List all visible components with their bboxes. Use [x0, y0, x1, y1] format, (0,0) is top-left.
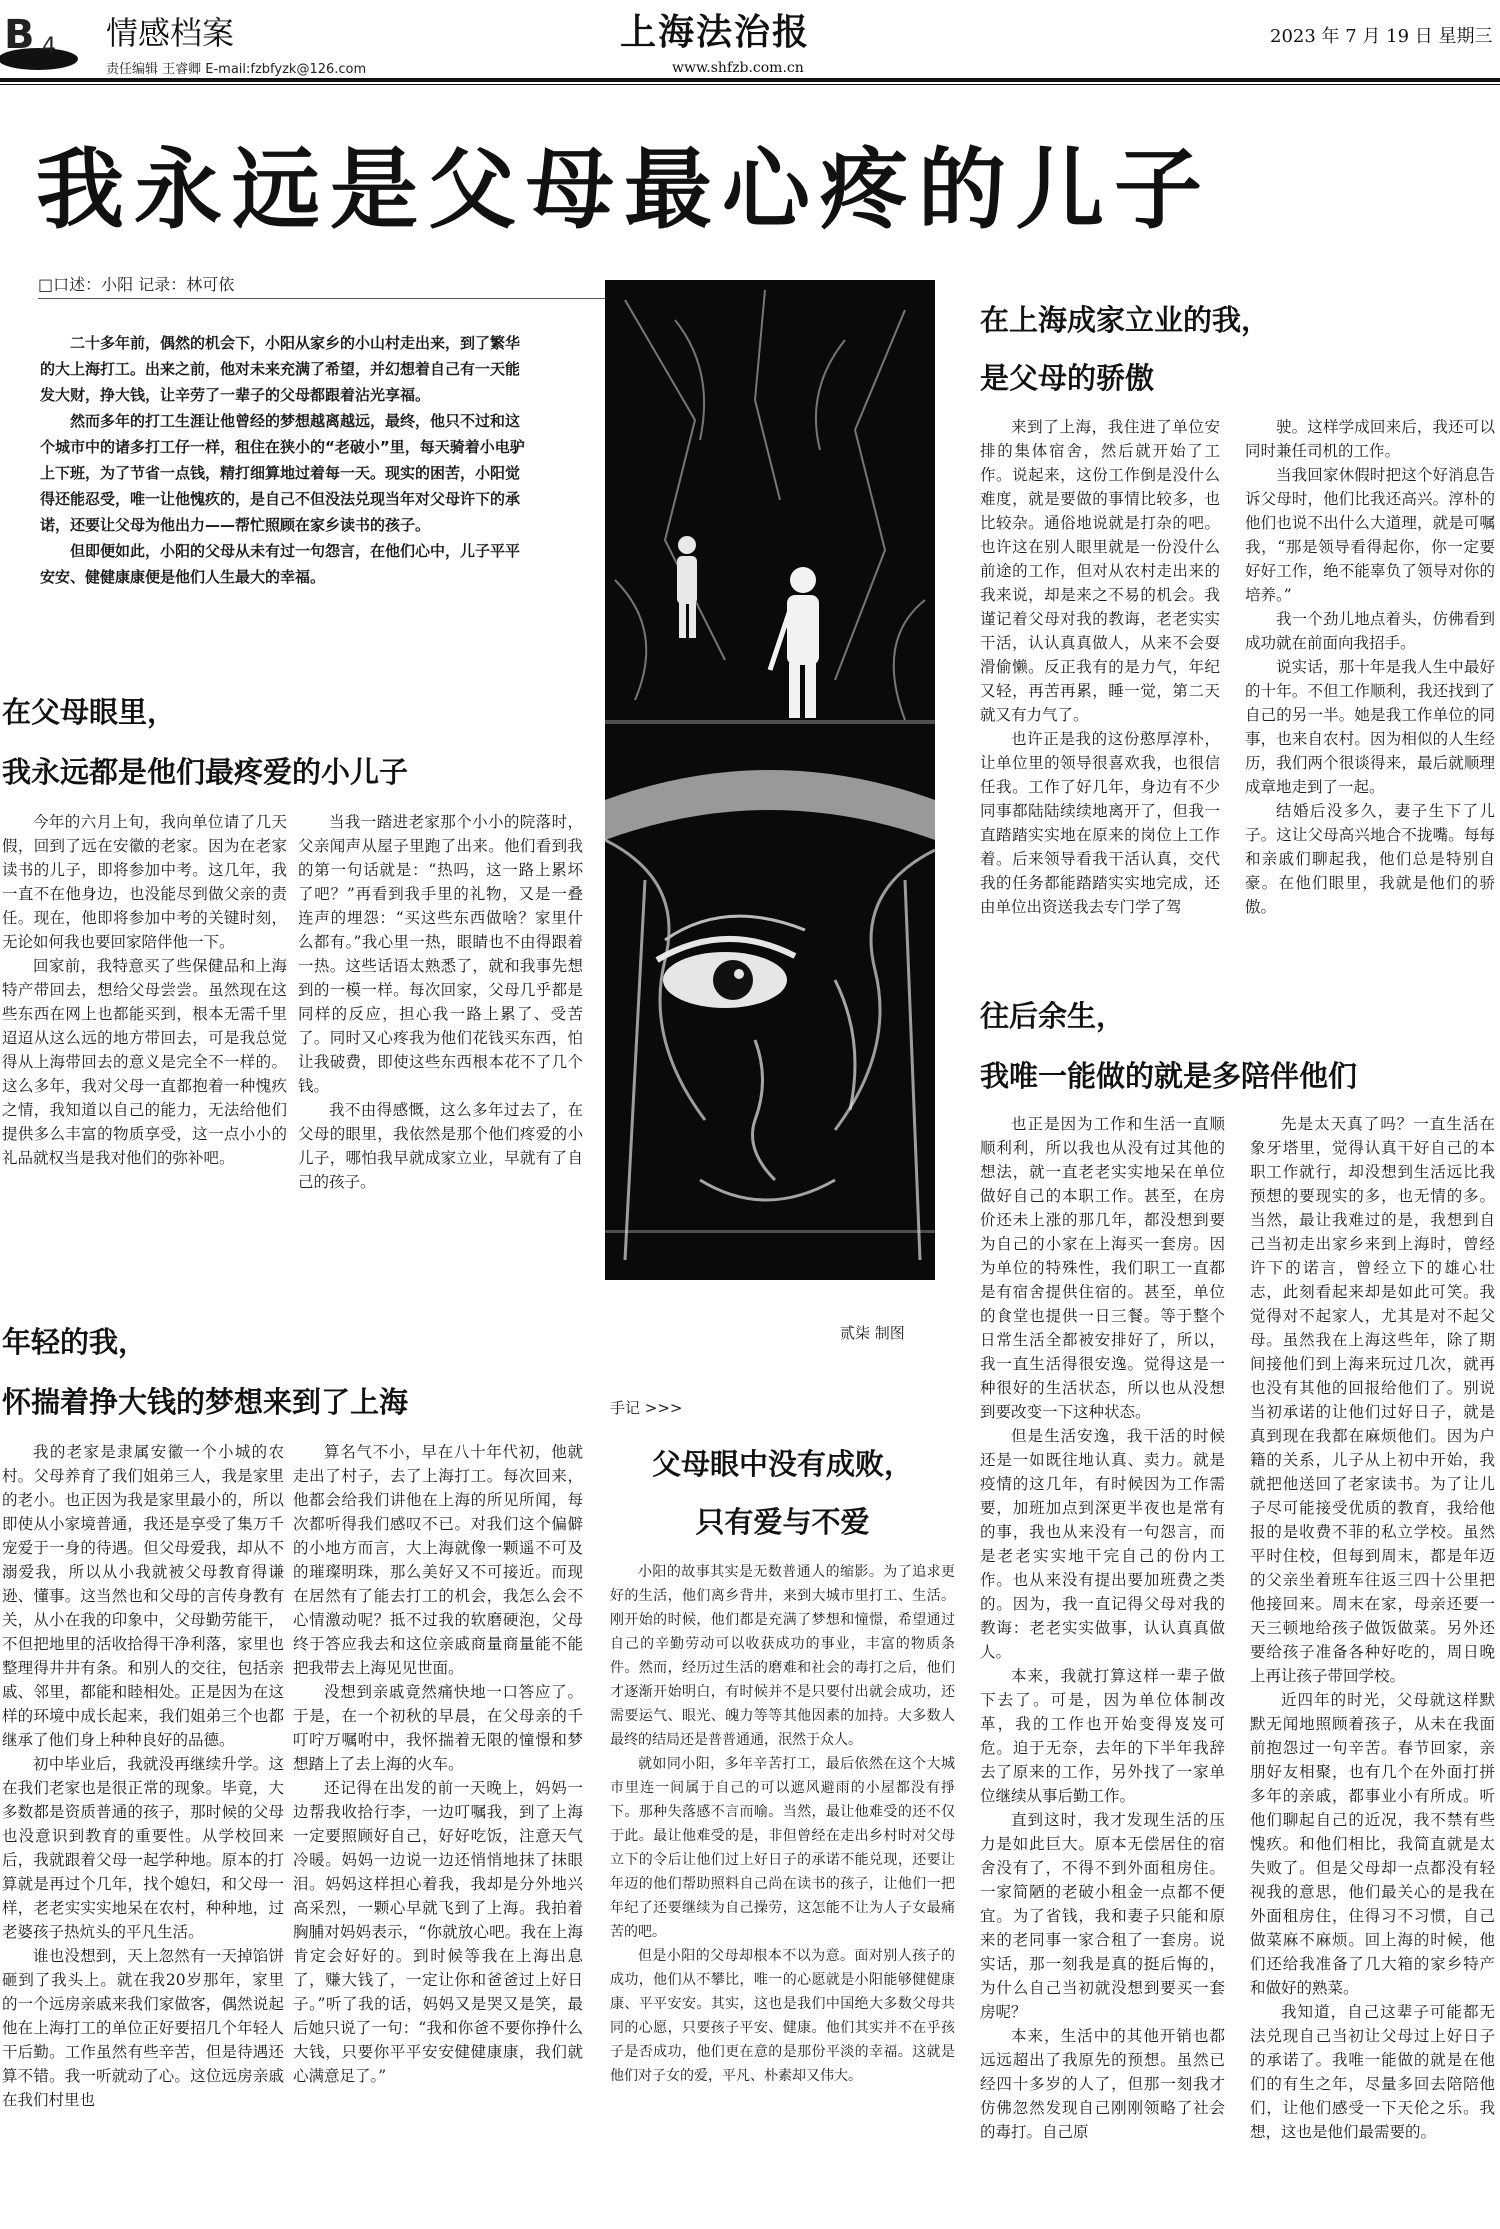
- body-paragraph: 我不由得感慨，这么多年过去了，在父母的眼里，我依然是那个他们疼爱的小儿子，哪怕我早就成家立业，早就有了自己的孩子。: [298, 1101, 583, 1191]
- illustration-artwork: [605, 280, 935, 1280]
- section2-column-b: [293, 1440, 583, 2225]
- intro-paragraph: 但即便如此，小阳的父母从未有过一句怨言，在他们心中，儿子平平安安、健健康康便是他们人生最大的幸福。: [40, 542, 521, 586]
- body-paragraph: 回家前，我特意买了些保健品和上海特产带回去，想给父母尝尝。虽然现在这些东西在网上也都能买到，根本无需千里迢迢从这么远的地方带回去，可是我总觉得从上海带回去的意义是完全不一样的。这么多年，我对父母一直都抱着一种愧疚之情，我知道以自己的能力，无法给他们提供多么丰富的物质享受，这一点小小的礼品就权当是我对他们的弥补吧。: [2, 957, 287, 1167]
- site-url: www.shfzb.com.cn: [672, 60, 804, 76]
- body-paragraph: 今年的六月上旬，我向单位请了几天假，回到了远在安徽的老家。因为在老家读书的儿子，即将参加中考。这几年，我一直不在他身边，也没能尽到做父亲的责任。现在，他即将参加中考的关键时刻，无论如何我也要回家陪伴他一下。: [2, 813, 287, 951]
- page-number-badge: [4, 12, 66, 62]
- section3-title-line2: 是父母的骄傲: [980, 361, 1155, 395]
- body-paragraph: 算名气不小，早在八十年代初，他就走出了村子，去了上海打工。每次回来，他都会给我们讲他在上海的所见所闻，每次都听得我们感叹不已。对我们这个偏僻的小地方而言，大上海就像一颗遥不可及的璀璨明珠，那么美好又不可接近。而现在居然有了能去打工的机会，我怎么会不心情激动呢？抵不过我的软磨硬泡，父母终于答应我去和这位亲戚商量商量能不能把我带去上海见见世面。: [293, 1443, 583, 1677]
- issue-date: 2023 年 7 月 19 日 星期三: [1270, 26, 1493, 47]
- body-paragraph: 驶。这样学成回来后，我还可以同时兼任司机的工作。: [1245, 418, 1495, 460]
- body-paragraph: 当我回家休假时把这个好消息告诉父母时，他们比我还高兴。淳朴的他们也说不出什么大道理，就是可嘱我，“那是领导看得起你，你一定要好好工作，绝不能辜负了领导对你的培养。”: [1245, 466, 1495, 604]
- body-paragraph: 本来，我就打算这样一辈子做下去了。可是，因为单位体制改革，我的工作也开始变得岌岌可危。迫于无奈，去年的下半年我辞去了原来的工作，另外找了一家单位继续从事后勤工作。: [980, 1667, 1225, 1805]
- section4-title-line1: 往后余生，: [980, 999, 1126, 1033]
- note-paragraph: 就如同小阳，多年辛苦打工，最后依然在这个大城市里连一间属于自己的可以遮风避雨的小屋都没有掙下。那种失落感不言而喻。当然，最让他难受的还不仅于此。最让他难受的是，非但曾经在走出乡村时对父母立下的令后让他们过上好日子的承诺不能兑现，还要让年迈的他们帮助照料自己尚在读书的孩子，让他们一把年纪了还要继续为自己操劳，这怎能不让为人子女最痛苦的吧。: [610, 1756, 955, 1940]
- artwork-credit: 贰柒 制图: [840, 1324, 905, 1342]
- section1-title-line1: 在父母眼里，: [2, 695, 177, 729]
- body-paragraph: 也许正是我的这份憨厚淳朴，让单位里的领导很喜欢我，也很信任我。工作了好几年，身边有不少同事都陆陆续续地离开了，但我一直踏踏实实地在原来的岗位上工作着。后来领导看我干活认真，交代我的任务都能踏踏实实地完成，还由单位出资送我去专门学了驾: [980, 730, 1220, 916]
- editor-contact: 责任编辑 王睿卿 E-mail:fzbfyzk@126.com: [106, 62, 367, 77]
- byline-divider: [38, 298, 608, 299]
- section1-column-b: [298, 810, 583, 1260]
- body-paragraph: 说实话，那十年是我人生中最好的十年。不但工作顺利，我还找到了自己的另一半。她是我工作单位的同事，也来自农村。因为相似的人生经历，我们两个很谈得来，最后就顺理成章地走到了一起。: [1245, 658, 1495, 796]
- newspaper-masthead: 上海法治报: [620, 11, 811, 53]
- body-paragraph: 没想到亲戚竟然痛快地一口答应了。于是，在一个初秋的早晨，在父母亲的千叮咛万嘱咐中，我怀揣着无限的憧憬和梦想踏上了去上海的火车。: [293, 1683, 583, 1773]
- section3-column-b: [1245, 415, 1495, 975]
- article-headline: 我永远是父母最心疼的儿子: [36, 138, 1213, 241]
- page-number: 4: [42, 34, 56, 59]
- body-paragraph: 我的老家是隶属安徽一个小城的农村。父母养育了我们姐弟三人，我是家里的老小。也正因为我是家里最小的，所以即使从小家境普通，我还是享受了集万千宠爱于一身的待遇。但父母爱我，却从不溺爱我，所以从小我就被父母教育得谦逊、懂事。这当然也和父母的言传身教有关，从小在我的印象中，父母勤劳能干，不但把地里的活收拾得干净利落，家里也整理得井井有条。和别人的交往，包括亲戚、邻里，都能和睦相处。正是因为在这样的环境中成长起来，我们姐弟三个也都继承了他们身上种种良好的品德。: [2, 1443, 284, 1749]
- body-paragraph: 直到这时，我才发现生活的压力是如此巨大。原本无偿居住的宿舍没有了，不得不到外面租房住。一家简陋的老破小租金一点都不便宜。为了省钱，我和妻子只能和原来的老同事一家合租了一套房。说实话，那一刻我是真的挺后悔的，为什么自己当初就没想到要买一套房呢？: [980, 1811, 1225, 2021]
- note-body: [610, 1560, 955, 2220]
- body-paragraph: 先是太天真了吗？一直生活在象牙塔里，觉得认真干好自己的本职工作就行，却没想到生活远比我预想的要现实的多，也无情的多。当然，最让我难过的是，我想到自己当初走出家乡来到上海时，曾经许下的诺言，曾经立下的雄心壮志，此刻看起来却是如此可笑。我觉得对不起家人，尤其是对不起父母。虽然我在上海这些年，除了期间接他们到上海来玩过几次，就再也没有其他的回报给他们了。别说当初承诺的让他们过好日子，就是真到现在我都在麻烦他们。因为户籍的关系，儿子从上初中开始，我就把他送回了老家读书。为了让儿子尽可能接受优质的教育，我给他报的是收费不菲的私立学校。虽然平时住校，但每到周末，都是年迈的父亲坐着班车往返三四十公里把他接回来。周末在家，母亲还要一天三顿地给孩子做饭做菜。另外还要给孩子准备各种好吃的，周日晚上再让孩子带回学校。: [1250, 1115, 1495, 1685]
- page-letter: B: [4, 12, 35, 58]
- body-paragraph: 还记得在出发的前一天晚上，妈妈一边帮我收拾行李，一边叮嘱我，到了上海一定要照顾好自己，好好吃饭，注意天气冷暖。妈妈一边说一边还悄悄地抹了抹眼泪。妈妈这样担心着我，我却是分外地兴高采烈，一颗心早就飞到了上海。我拍着胸脯对妈妈表示，“你就放心吧。我在上海肯定会好好的。到时候等我在上海出息了，赚大钱了，一定让你和爸爸过上好日子。”听了我的话，妈妈又是哭又是笑，最后她只说了一句：“我和你爸不要你挣什么大钱，只要你平平安安健健康康，我们就心满意足了。”: [293, 1779, 583, 2085]
- section4-column-a: [980, 1112, 1225, 2222]
- body-paragraph: 也正是因为工作和生活一直顺顺利利，所以我也从没有过其他的想法，就一直老老实实地呆在单位做好自己的本职工作。甚至，在房价还未上涨的那几年，都没想到要为自己的小家在上海买一套房。因为单位的特殊性，我们职工一直都是有宿舍提供住宿的。甚至，单位的食堂也提供一日三餐。等于整个日常生活全都被安排好了，所以，我一直生活得很安逸。觉得这是一种很好的生活状态，所以也从没想到要改变一下这种状态。: [980, 1115, 1225, 1421]
- note-label: 手记 >>>: [610, 1399, 683, 1417]
- body-paragraph: 近四年的时光，父母就这样默默无闻地照顾着孩子，从未在我面前抱怨过一句辛苦。春节回家，亲朋好友相聚，也有几个在外面打拼多年的亲戚，都事业小有所成。听他们聊起自己的近况，我不禁有些愧疚。和他们相比，我简直就是太失败了。但是父母却一点都没有轻视我的意思，他们最关心的是我在外面租房住，住得习不习惯，自己做菜麻不麻烦。回上海的时候，他们还给我准备了几大箱的家乡特产和做好的熟菜。: [1250, 1691, 1495, 1997]
- woodcut-illustration: [605, 280, 935, 1280]
- section1-title-line2: 我永远都是他们最疼爱的小儿子: [2, 755, 409, 789]
- note-paragraph: 小阳的故事其实是无数普通人的缩影。为了追求更好的生活，他们离乡背井，来到大城市里打工、生活。刚开始的时候，他们都是充满了梦想和憧憬，希望通过自己的辛勤劳动可以收获成功的事业，丰富的物质条件。然而，经历过生活的磨难和社会的毒打之后，他们才逐渐开始明白，有时候并不是只要付出就会成功，还需要运气、眼光、魄力等等其他因素的加持。大多数人最终的结局还是普普通通，泯然于众人。: [610, 1564, 955, 1748]
- body-paragraph: 来到了上海，我住进了单位安排的集体宿舍，然后就开始了工作。说起来，这份工作倒是没什么难度，就是要做的事情比较多，也比较杂。通俗地说就是打杂的吧。也许这在别人眼里就是一份没什么前途的工作，但对从农村走出来的我来说，却是来之不易的机会。我谨记着父母对我的教诲，老老实实干活，认认真真做人，从来不会耍滑偷懒。反正我有的是力气，年纪又轻，再苦再累，睡一觉，第二天就又有力气了。: [980, 418, 1220, 724]
- intro-paragraph: 然而多年的打工生涯让他曾经的梦想越离越远，最终，他只不过和这个城市中的诸多打工仔一样，租住在狭小的“老破小”里，每天骑着小电驴上下班，为了节省一点钱，精打细算地过着每一天。现实的困苦，小阳觉得还能忍受，唯一让他愧疚的，是自己不但没法兑现当年对父母许下的承诺，还要让父母为他出力——帮忙照顾在家乡读书的孩子。: [40, 412, 525, 534]
- body-paragraph: 结婚后没多久，妻子生下了儿子。这让父母高兴地合不拢嘴。每每和亲戚们聊起我，他们总是特别自豪。在他们眼里，我就是他们的骄傲。: [1245, 802, 1495, 916]
- section3-title-line1: 在上海成家立业的我，: [980, 303, 1271, 337]
- section3-column-a: [980, 415, 1220, 975]
- header-rule: [0, 78, 1500, 82]
- intro-paragraph: 二十多年前，偶然的机会下，小阳从家乡的小山村走出来，到了繁华的大上海打工。出来之前，他对未来充满了希望，并幻想着自己有一天能发大财，挣大钱，让辛劳了一辈子的父母都跟着沾光享福。: [40, 334, 521, 404]
- note-title-line1: 父母眼中没有成败，: [651, 1447, 913, 1481]
- section2-title-line2: 怀揣着挣大钱的梦想来到了上海: [2, 1385, 409, 1419]
- section4-column-b: [1250, 1112, 1495, 2222]
- body-paragraph: 当我一踏进老家那个小小的院落时，父亲闻声从屋子里跑了出来。他们看到我的第一句话就是：“热吗，这一路上累坏了吧？”再看到我手里的礼物，又是一叠连声的埋怨：“买这些东西做啥？家里什么都有。”我心里一热，眼睛也不由得跟着一热。这些话语太熟悉了，就和我事先想到的一模一样。每次回家，父母几乎都是同样的反应，担心我一路上累了、受苦了。同时又心疼我为他们花钱买东西，怕让我破费，即使这些东西根本花不了几个钱。: [298, 813, 583, 1095]
- section-name: 情感档案: [106, 14, 235, 52]
- section4-title-line2: 我唯一能做的就是多陪伴他们: [980, 1059, 1358, 1093]
- header-rule-thin: [0, 84, 1500, 85]
- note-paragraph: 但是小阳的父母却根本不以为意。面对别人孩子的成功，他们从不攀比，唯一的心愿就是小阳能够健健康康、平平安安。其实，这也是我们中国绝大多数父母共同的心愿，只要孩子平安、健康。他们其实并不在乎孩子是否成功，他们更在意的是那份平淡的幸福。这就是他们对子女的爱，平凡、朴素却又伟大。: [610, 1948, 955, 2084]
- body-paragraph: 谁也没想到，天上忽然有一天掉馅饼砸到了我头上。就在我20岁那年，家里的一个远房亲戚来我们家做客，偶然说起他在上海打工的单位正好要招几个年轻人干后勤。工作虽然有些辛苦，但是待遇还算不错。我一听就动了心。这位远房亲戚在我们村里也: [2, 1947, 284, 2109]
- section1-column-a: [2, 810, 287, 1260]
- article-byline: □口述：小阳 记录：林可依: [38, 275, 235, 294]
- body-paragraph: 本来，生活中的其他开销也都远远超出了我原先的预想。虽然已经四十多岁的人了，但那一刻我才仿佛忽然发现自己刚刚领略了社会的毒打。自己原: [980, 2027, 1225, 2141]
- body-paragraph: 我知道，自己这辈子可能都无法兑现自己当初让父母过上好日子的承诺了。我唯一能做的就是在他们的有生之年，尽量多回去陪陪他们，让他们感受一下天伦之乐。我想，这也是他们最需要的。: [1250, 2003, 1495, 2141]
- article-intro: [40, 330, 530, 590]
- body-paragraph: 我一个劲儿地点着头，仿佛看到成功就在前面向我招手。: [1245, 610, 1495, 652]
- note-title-line2: 只有爱与不爱: [695, 1505, 870, 1539]
- body-paragraph: 初中毕业后，我就没再继续升学。这在我们老家也是很正常的现象。毕竟，大多数都是资质普通的孩子，那时候的父母也没意识到教育的重要性。从学校回来后，我就跟着父母一起学种地。原本的打算就是再过个几年，找个媳妇，和父母一样，老老实实实地呆在农村，种种地，过老婆孩子热炕头的平凡生活。: [2, 1755, 284, 1941]
- body-paragraph: 但是生活安逸，我干活的时候还是一如既往地认真、卖力。就是疫情的这几年，有时候因为工作需要，加班加点到深更半夜也是常有的事，我也从来没有一句怨言，而是老老实实地干完自己的份内工作。也从来没有提出要加班费之类的。因为，我一直记得父母对我的教诲：老老实实做事，认认真真做人。: [980, 1427, 1225, 1661]
- section2-column-a: [2, 1440, 284, 2225]
- section2-title-line1: 年轻的我，: [2, 1325, 148, 1359]
